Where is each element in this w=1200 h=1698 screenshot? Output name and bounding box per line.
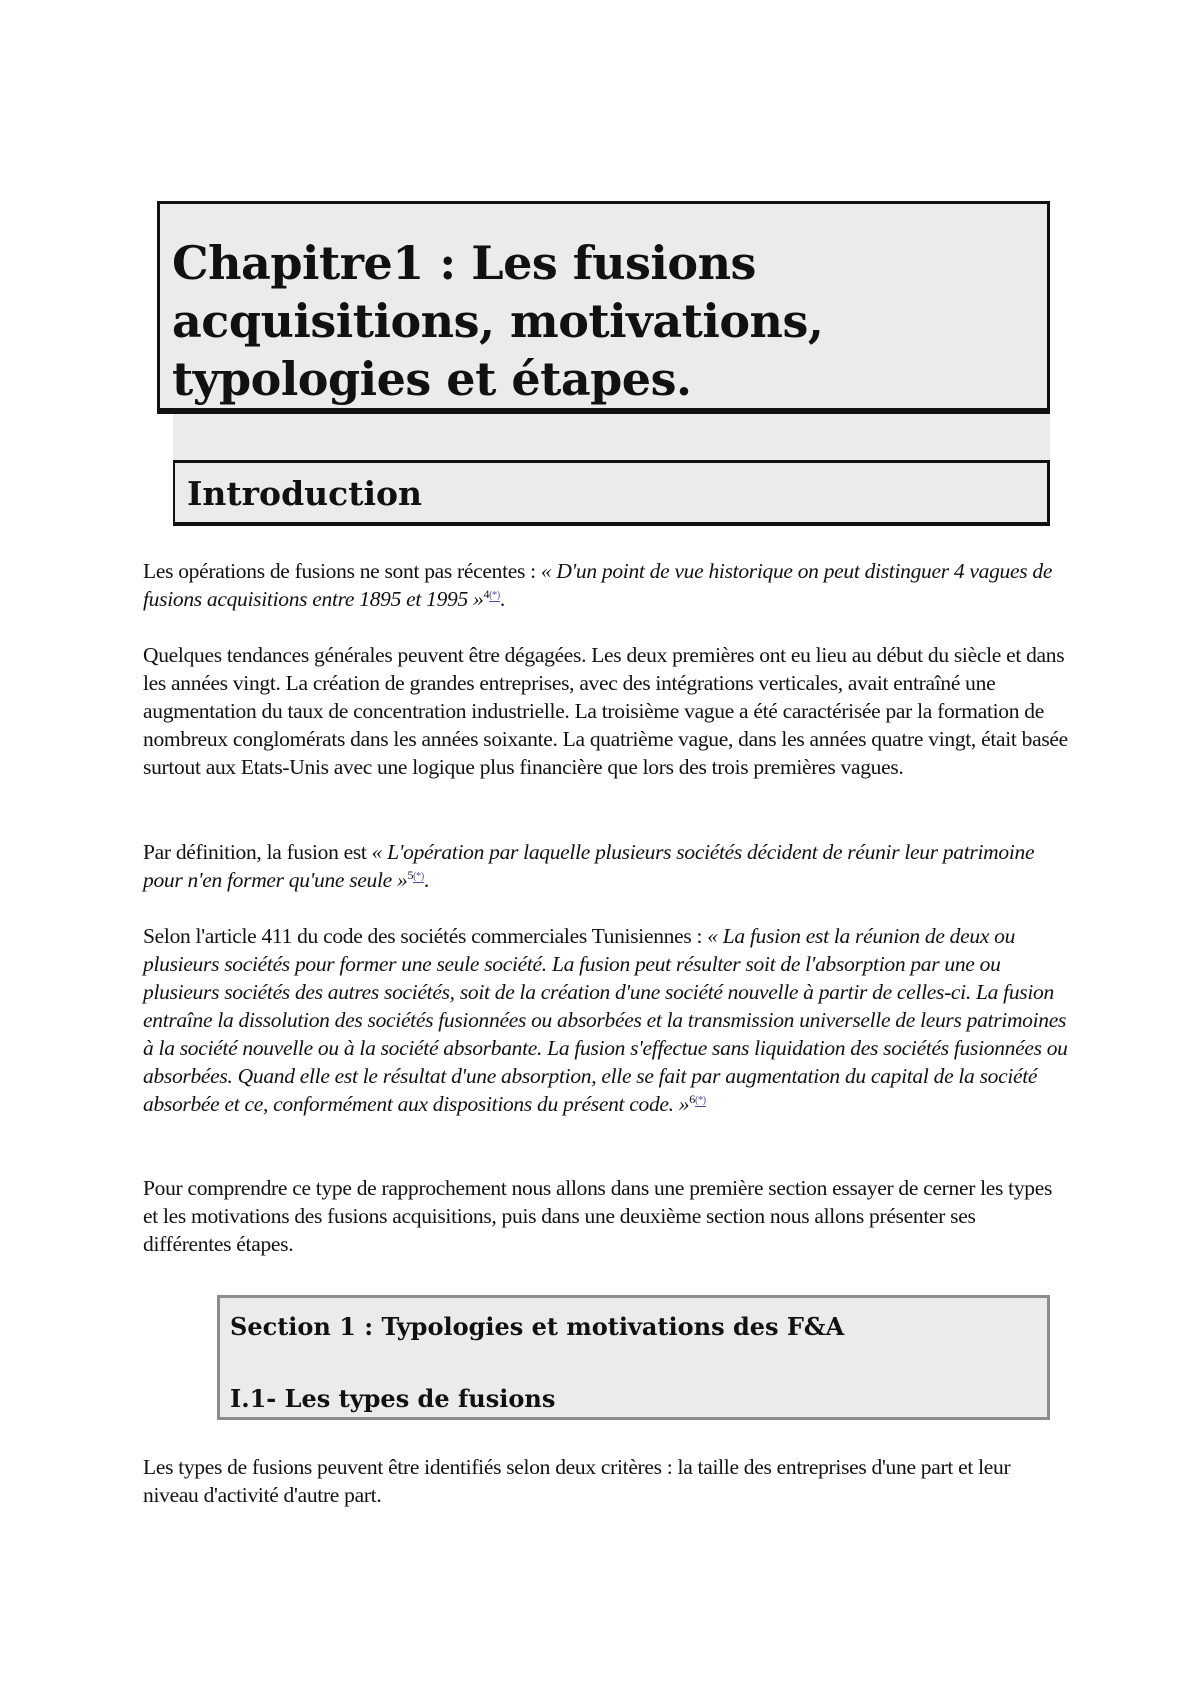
footnote-reference[interactable] bbox=[483, 587, 499, 601]
paragraph-end: . bbox=[423, 868, 429, 892]
introduction-heading-box bbox=[173, 460, 1050, 526]
paragraph-text: Selon l'article 411 du code des sociétés commerciales Tunisiennes : bbox=[143, 924, 708, 948]
paragraph-historical-waves bbox=[143, 557, 1068, 613]
paragraph-article-411 bbox=[143, 922, 1068, 1118]
quote-text: « L'opération par laquelle plusieurs sociétés décident de réunir leur patrimoine pour n'en former qu'une seule » bbox=[143, 840, 1035, 892]
paragraph-text: Par définition, la fusion est bbox=[143, 840, 372, 864]
footnote-link[interactable]: (*) bbox=[489, 589, 500, 601]
introduction-heading: Introduction bbox=[187, 474, 423, 513]
footnote-number: 5 bbox=[407, 867, 414, 882]
subsection-title: I.1- Les types de fusions bbox=[230, 1384, 556, 1413]
paragraph-end: . bbox=[499, 587, 505, 611]
footnote-reference[interactable] bbox=[689, 1092, 705, 1106]
footnote-number: 4 bbox=[483, 586, 490, 601]
footnote-reference[interactable] bbox=[407, 868, 423, 882]
section-title: Section 1 : Typologies et motivations des F&A bbox=[230, 1312, 845, 1341]
paragraph-general-trends: Quelques tendances générales peuvent être dégagées. Les deux premières ont eu lieu au début du siècle et dans les années vingt. La création de grandes entreprises, avec des intégrations verticales, avait entraîné une augmentation du taux de concentration industrielle. La troisième vague a été caractérisée par la formation de nombreux conglomérats dans les années soixante. La quatrième vague, dans les années quatre vingt, était basée surtout aux Etats-Unis avec une logique plus financière que lors des trois premières vagues. bbox=[143, 643, 1068, 779]
chapter-title-box bbox=[157, 201, 1050, 414]
section-heading-box bbox=[217, 1295, 1050, 1420]
quote-text: « La fusion est la réunion de deux ou plusieurs sociétés pour former une seule société. La fusion peut résulter soit de l'absorption par une ou plusieurs sociétés des autres sociétés, soit de la création d'une société nouvelle à partir de celles-ci. La fusion entraîne la dissolution des sociétés fusionnées ou absorbées et la transmission universelle de leurs patrimoines à la société nouvelle ou à la société absorbante. La fusion s'effectue sans liquidation des sociétés fusionnées ou absorbées. Quand elle est le résultat d'une absorption, elle se fait par augmentation du capital de la société absorbée et ce, conformément aux dispositions du présent code. » bbox=[143, 924, 1068, 1116]
paragraph-text: Les opérations de fusions ne sont pas récentes : bbox=[143, 559, 541, 583]
quote-text: « D'un point de vue historique on peut distinguer 4 vagues de fusions acquisitions entre 1895 et 1995 » bbox=[143, 559, 1053, 611]
paragraph-definition bbox=[143, 838, 1068, 894]
heading-shading-band bbox=[173, 414, 1050, 460]
footnote-link[interactable]: (*) bbox=[694, 1094, 706, 1106]
footnote-link[interactable]: (*) bbox=[413, 870, 424, 882]
paragraph-plan: Pour comprendre ce type de rapprochement nous allons dans une première section essayer de cerner les types et les motivations des fusions acquisitions, puis dans une deuxième section nous allons présenter ses différentes étapes. bbox=[143, 1176, 1053, 1256]
chapter-title: Chapitre1 : Les fusions acquisitions, motivations, typologies et étapes. bbox=[172, 236, 824, 406]
footnote-number: 6 bbox=[689, 1091, 695, 1106]
paragraph-fusion-types: Les types de fusions peuvent être identifiés selon deux critères : la taille des entreprises d'une part et leur niveau d'activité d'autre part. bbox=[143, 1455, 1011, 1507]
